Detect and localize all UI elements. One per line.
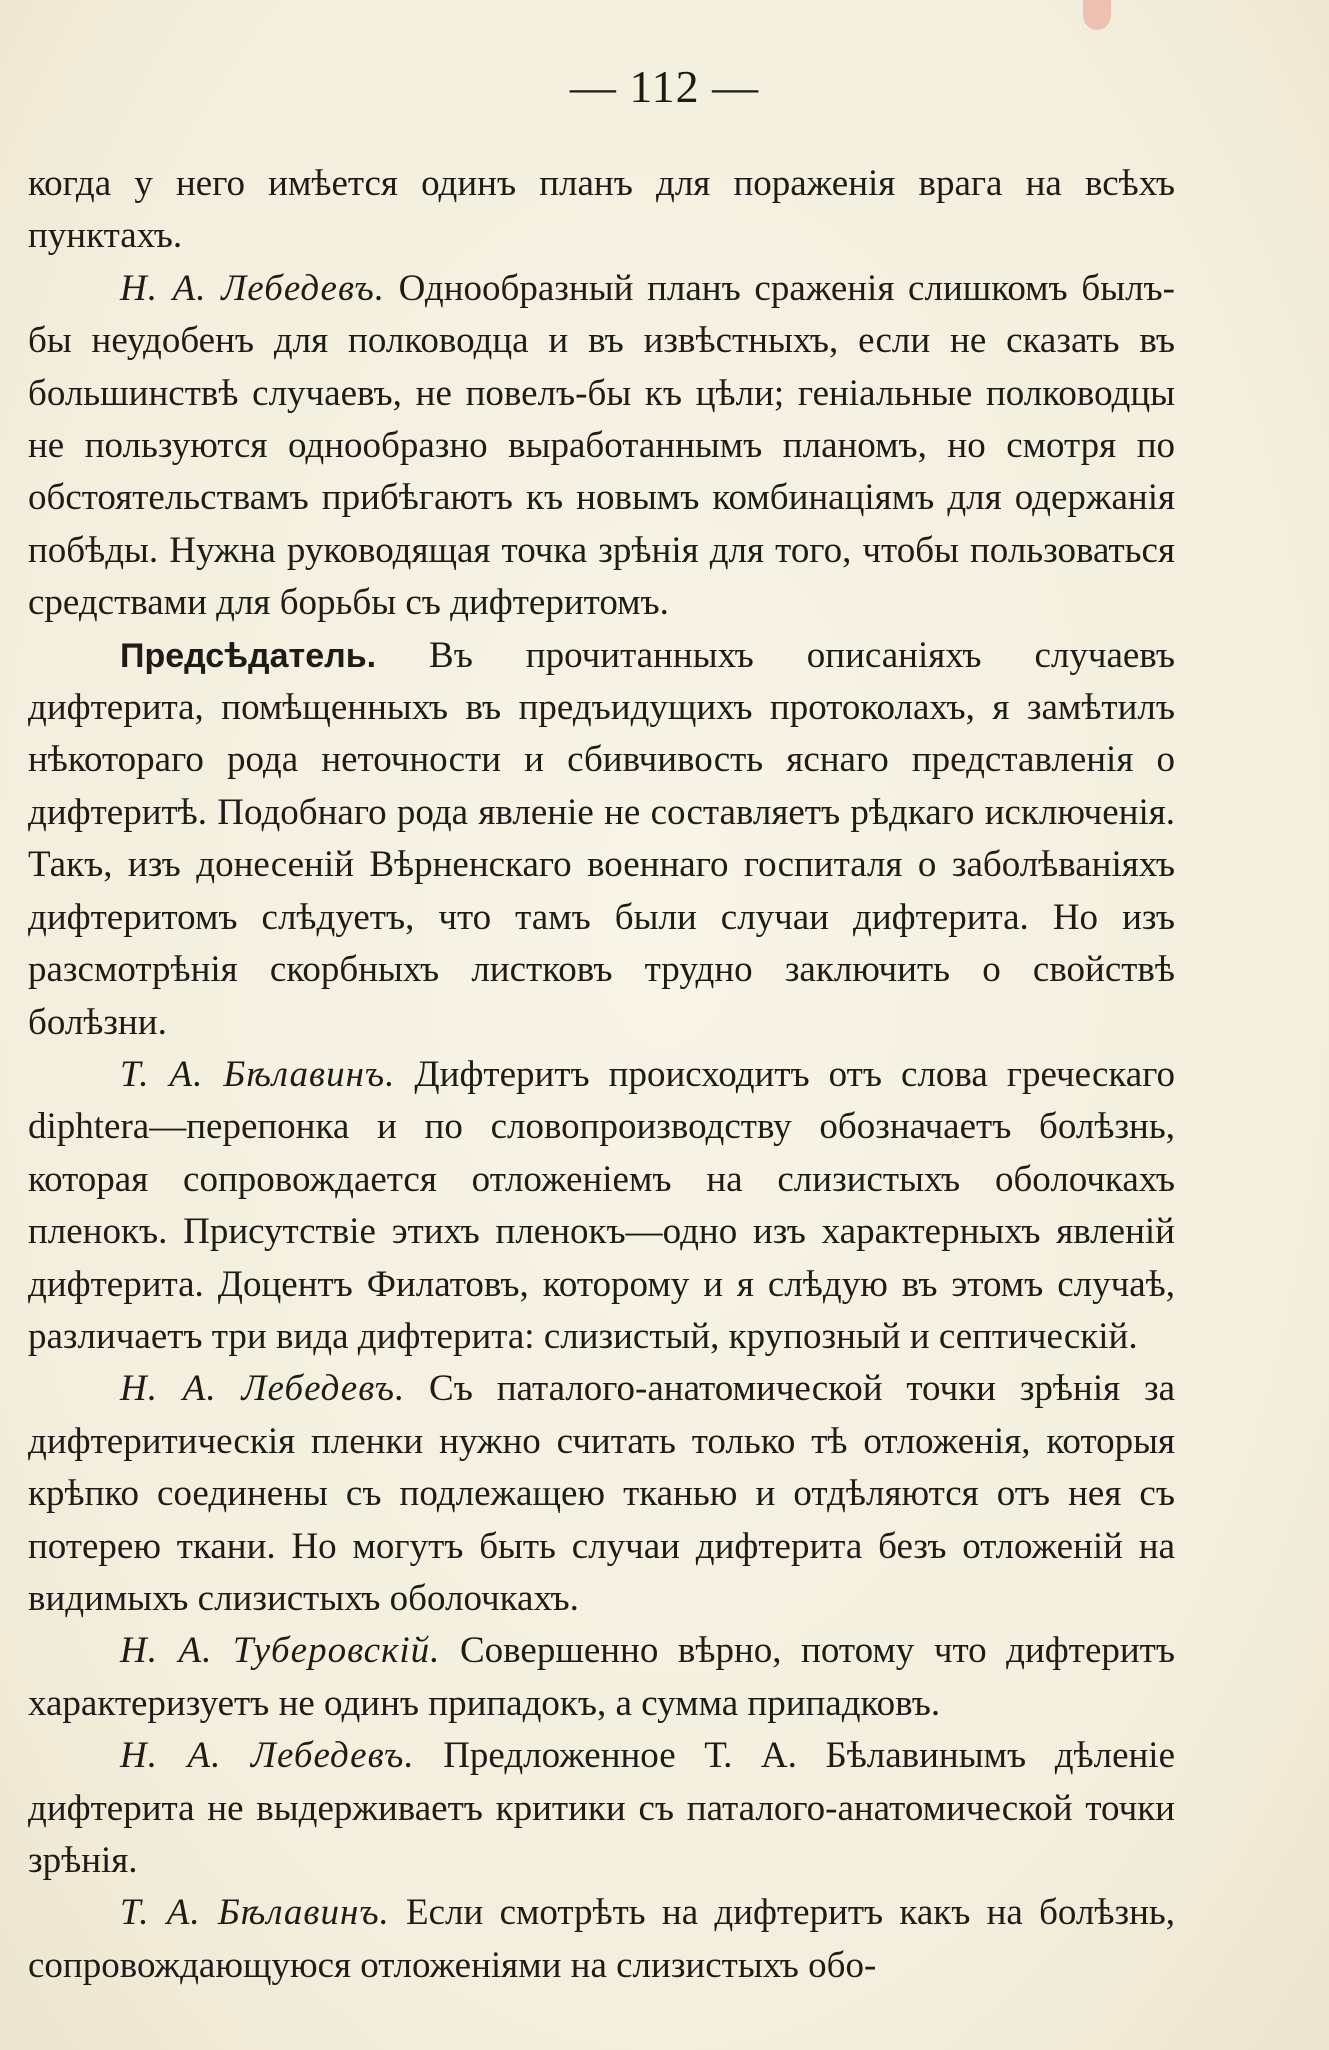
paragraph-text: Въ прочитанныхъ описаніяхъ случаевъ дифтерита, помѣщенныхъ въ предъидущихъ протоколахъ, я замѣтилъ нѣкотораго рода неточности и сбивчивость яснаго представленія о дифтеритѣ. Подобнаго рода явленіе не составляетъ рѣдкаго исключенія. Такъ, изъ донесеній Вѣрненскаго военнаго госпиталя о заболѣваніяхъ дифтеритомъ слѣдуетъ, что тамъ были случаи дифтерита. Но изъ разсмотрѣнія скорбныхъ листковъ трудно заключить о свойствѣ болѣзни. — [28, 634, 1175, 1043]
paragraph-2 — [28, 263, 1175, 630]
paragraph-1 — [28, 158, 1175, 263]
speaker-name: Н. А. Лебедевъ. — [120, 1368, 406, 1410]
body-text — [28, 158, 1175, 1992]
paragraph-6 — [28, 1625, 1175, 1730]
paper-stain — [1083, 0, 1111, 30]
paragraph-8 — [28, 1887, 1175, 1992]
paragraph-text: когда у него имѣется одинъ планъ для пораженія врага на всѣхъ пунктахъ. — [28, 163, 1175, 257]
page-number: — 112 — — [569, 61, 760, 112]
paragraph-text: Съ паталого-анатомической точки зрѣнія за дифтеритическія пленки нужно считать только тѣ отложенія, которыя крѣпко соединены съ подлежащею тканью и отдѣляются отъ нея съ потерею ткани. Но могутъ быть случаи дифтерита безъ отложеній на видимыхъ слизистыхъ оболочкахъ. — [28, 1368, 1175, 1619]
paragraph-text: Если смотрѣть на дифтеритъ какъ на болѣзнь, сопровождающуюся отложеніями на слизистыхъ обо- — [28, 1892, 1175, 1986]
paragraph-text: Совершенно вѣрно, потому что дифтеритъ характеризуетъ не одинъ припадокъ, а сумма припадковъ. — [28, 1630, 1175, 1724]
speaker-name: Н. А. Лебедевъ. — [120, 1735, 415, 1777]
speaker-name: Н. А. Лебедевъ. — [120, 267, 385, 309]
speaker-name: Предсѣдатель. — [120, 636, 377, 675]
paragraph-4 — [28, 1049, 1175, 1363]
paragraph-text: Дифтеритъ происходитъ отъ слова греческаго diphtera—перепонка и по словопроизводству обозначаетъ болѣзнь, которая сопровождается отложеніемъ на слизистыхъ оболочкахъ пленокъ. Присутствіе этихъ пленокъ—одно изъ характерныхъ явленій дифтерита. Доцентъ Филатовъ, которому и я слѣдую въ этомъ случаѣ, различаетъ три вида дифтерита: слизистый, крупозный и септическій. — [28, 1053, 1175, 1357]
paragraph-text: Предложенное Т. А. Бѣлавинымъ дѣленіе дифтерита не выдерживаетъ критики съ паталого-анатомической точки зрѣнія. — [28, 1735, 1175, 1881]
paragraph-3 — [28, 630, 1175, 1049]
paragraph-5 — [28, 1363, 1175, 1625]
speaker-name: Н. А. Туберовскій. — [120, 1630, 441, 1672]
paragraph-text: Однообразный планъ сраженія слишкомъ былъ-бы неудобенъ для полководца и въ извѣстныхъ, если не сказать въ большинствѣ случаевъ, не повелъ-бы къ цѣли; геніальные полководцы не пользуются однообразно выработаннымъ планомъ, но смотря по обстоятельствамъ прибѣгаютъ къ новымъ комбинаціямъ для одержанія побѣды. Нужна руководящая точка зрѣнія для того, чтобы пользоваться средствами для борьбы съ дифтеритомъ. — [28, 267, 1175, 624]
paragraph-7 — [28, 1730, 1175, 1887]
speaker-name: Т. А. Бѣлавинъ. — [120, 1053, 396, 1095]
speaker-name: Т. А. Бѣлавинъ. — [120, 1892, 390, 1934]
